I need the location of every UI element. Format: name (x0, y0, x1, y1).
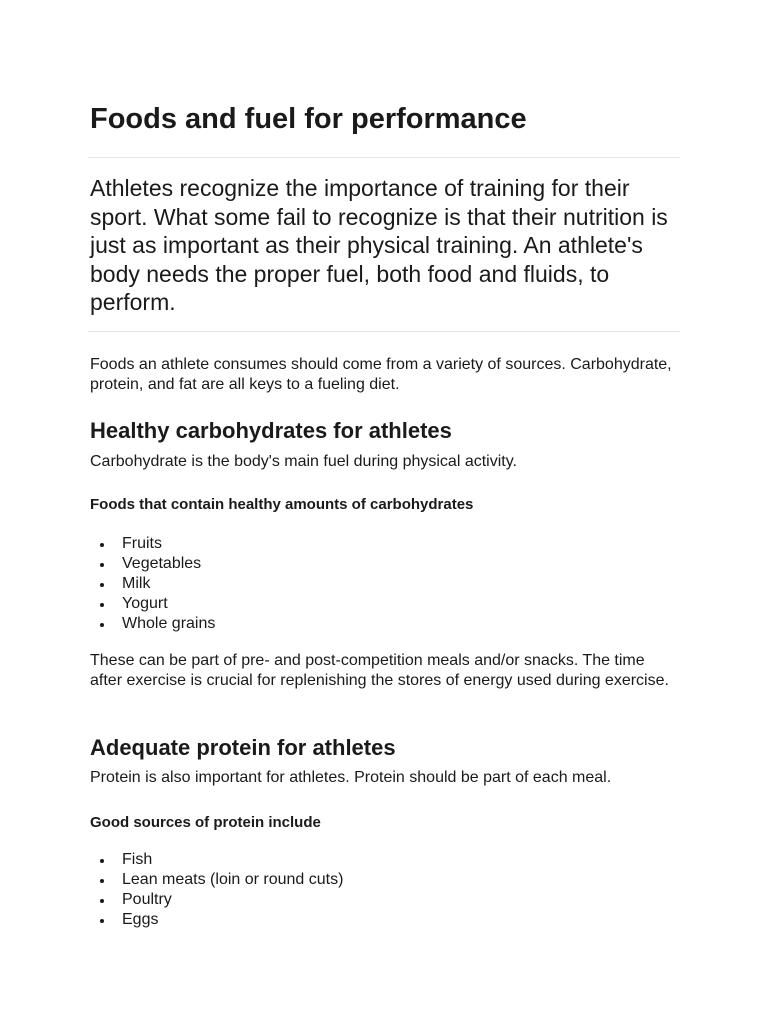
list-item: Yogurt (90, 594, 215, 614)
carbs-after-paragraph: These can be part of pre- and post-competition meals and/or snacks. The time after exercise is crucial for replenishing the stores of energy used during exercise. (90, 652, 669, 689)
intro-paragraph: Foods an athlete consumes should come from a variety of sources. Carbohydrate, protein, and fat are all keys to a fueling diet. (90, 356, 672, 393)
divider-bottom (88, 331, 680, 332)
carbs-food-list (90, 534, 215, 634)
list-item: Fruits (90, 534, 215, 554)
list-item: Vegetables (90, 554, 215, 574)
list-item: Milk (90, 574, 215, 594)
page-title: Foods and fuel for performance (90, 103, 527, 135)
list-item: Whole grains (90, 614, 215, 634)
list-item: Poultry (90, 890, 343, 910)
lead-paragraph: Athletes recognize the importance of training for their sport. What some fail to recognize is that their nutrition is just as important as their physical training. An athlete's body needs the proper fuel, both food and fluids, to perform. (90, 175, 668, 315)
protein-subheading: Good sources of protein include (90, 814, 321, 831)
divider-top (88, 157, 680, 158)
protein-source-list (90, 850, 343, 930)
carbs-subheading: Foods that contain healthy amounts of carbohydrates (90, 496, 474, 513)
carbs-paragraph: Carbohydrate is the body's main fuel during physical activity. (90, 453, 517, 470)
protein-heading: Adequate protein for athletes (90, 735, 396, 760)
carbs-heading: Healthy carbohydrates for athletes (90, 418, 452, 443)
list-item: Eggs (90, 910, 343, 930)
list-item: Lean meats (loin or round cuts) (90, 870, 343, 890)
protein-paragraph: Protein is also important for athletes. Protein should be part of each meal. (90, 769, 612, 786)
list-item: Fish (90, 850, 343, 870)
